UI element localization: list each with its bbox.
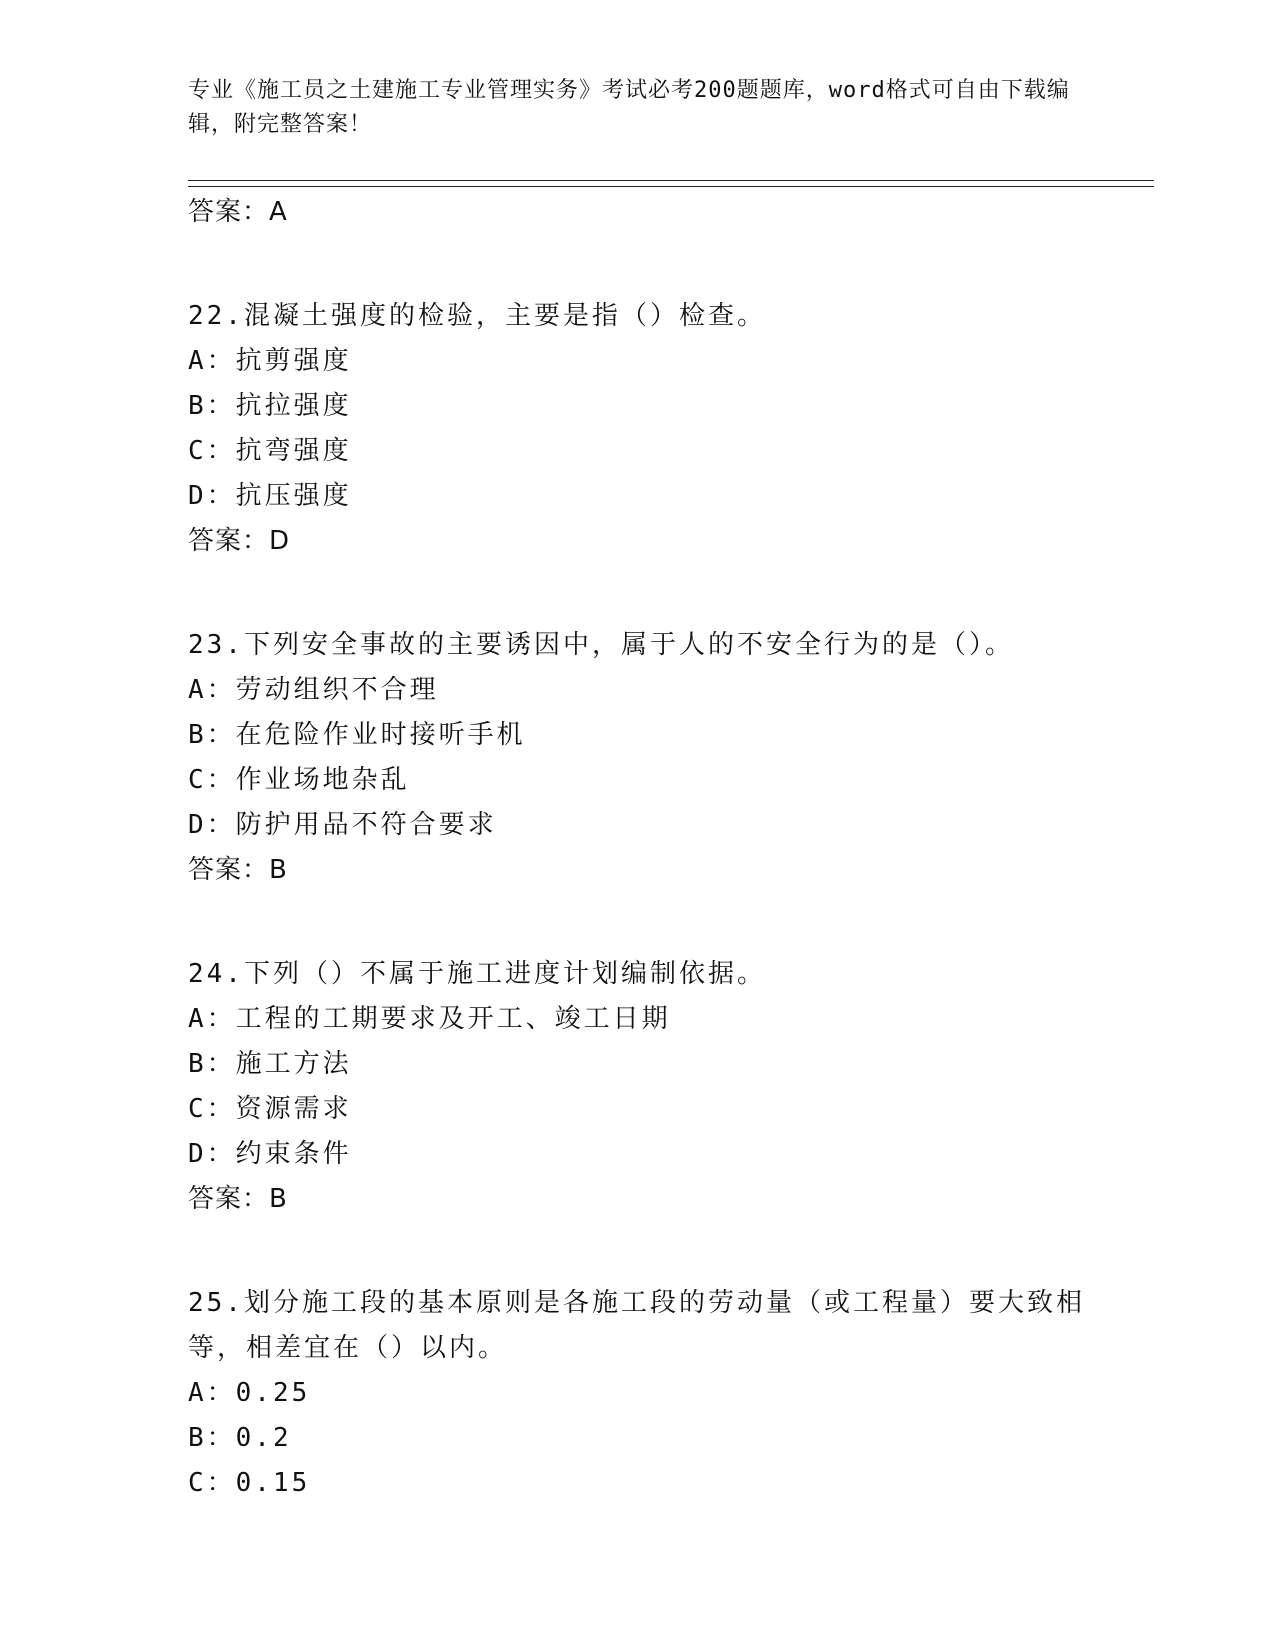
question-item <box>188 623 1088 892</box>
answer-line: 答案：A <box>188 197 288 227</box>
option-a: A：0.25 <box>188 1378 311 1408</box>
option-b: B：抗拉强度 <box>188 391 352 421</box>
option-a: A：抗剪强度 <box>188 346 352 376</box>
spacer <box>188 1221 1088 1281</box>
answer-line: 答案：B <box>188 855 288 885</box>
option-c: C：作业场地杂乱 <box>188 765 410 795</box>
question-list <box>188 190 1088 1506</box>
option-d: D：抗压强度 <box>188 481 352 511</box>
answer-line: 答案：D <box>188 526 291 556</box>
option-a: A：工程的工期要求及开工、竣工日期 <box>188 1004 671 1034</box>
option-c: C：资源需求 <box>188 1094 352 1124</box>
answer-line: 答案：B <box>188 1184 288 1214</box>
question-item <box>188 294 1088 563</box>
option-a: A：劳动组织不合理 <box>188 675 439 705</box>
option-b: B：在危险作业时接听手机 <box>188 720 526 750</box>
spacer <box>188 892 1088 952</box>
spacer <box>188 563 1088 623</box>
question-item <box>188 952 1088 1221</box>
question-text: 23.下列安全事故的主要诱因中，属于人的不安全行为的是（）。 <box>188 630 1014 660</box>
question-text: 24.下列（）不属于施工进度计划编制依据。 <box>188 959 766 989</box>
question-text: 25.划分施工段的基本原则是各施工段的劳动量（或工程量）要大致相等，相差宜在（）以内。 <box>188 1288 1085 1363</box>
spacer <box>188 234 1088 294</box>
option-c: C：抗弯强度 <box>188 436 352 466</box>
option-b: B：施工方法 <box>188 1049 352 1079</box>
option-d: D：防护用品不符合要求 <box>188 810 497 840</box>
option-b: B：0.2 <box>188 1423 292 1453</box>
option-d: D：约束条件 <box>188 1139 352 1169</box>
document-header: 专业《施工员之土建施工专业管理实务》考试必考200题题库，word格式可自由下载编辑，附完整答案！ <box>188 78 1070 137</box>
question-item <box>188 1281 1088 1506</box>
header-rule-bottom <box>188 186 1154 187</box>
option-c: C：0.15 <box>188 1468 311 1498</box>
question-text: 22.混凝土强度的检验，主要是指（）检查。 <box>188 301 766 331</box>
header-rule-top <box>188 180 1154 181</box>
